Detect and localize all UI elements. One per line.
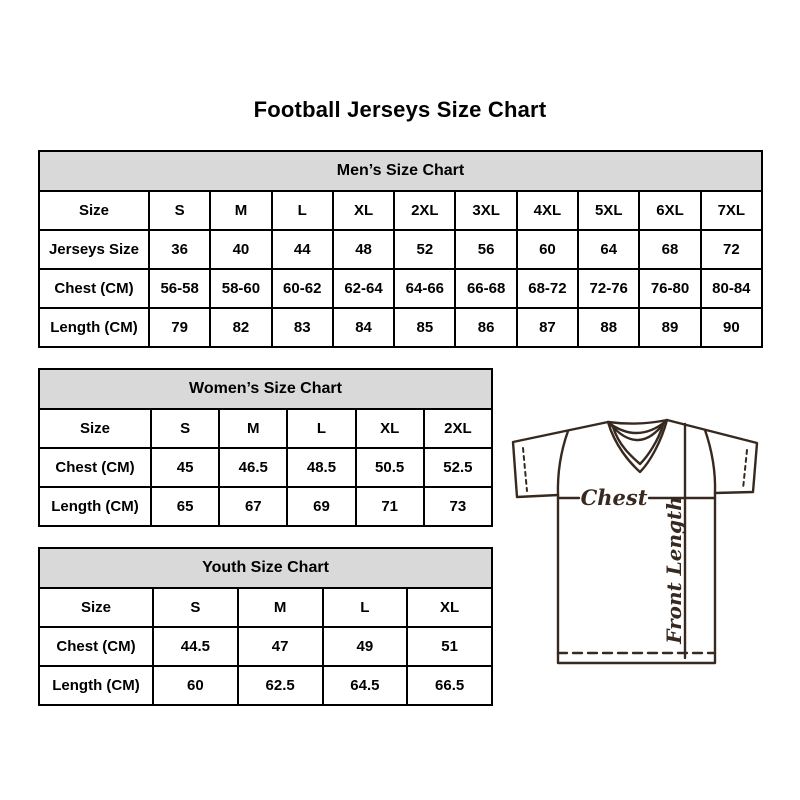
table-row: [39, 487, 492, 526]
size-cell: M: [219, 409, 287, 448]
size-cell: 56-58: [149, 269, 210, 308]
row-label: Size: [39, 409, 151, 448]
size-cell: 60: [517, 230, 578, 269]
youth-size-table: [38, 547, 493, 706]
size-cell: 65: [151, 487, 219, 526]
mens-size-chart-section: [38, 150, 763, 348]
size-cell: 5XL: [578, 191, 639, 230]
right-cuff-dashed-line: [743, 450, 747, 489]
page-title: Football Jerseys Size Chart: [253, 97, 547, 122]
size-cell: 64.5: [323, 666, 408, 705]
table-row: [39, 409, 492, 448]
size-cell: 52: [394, 230, 455, 269]
jersey-left-arm-seam: [558, 431, 568, 495]
front-length-measure-label: Front Length: [662, 496, 686, 644]
jersey-collar-top-edge: [608, 420, 667, 424]
table-row: [39, 588, 492, 627]
size-cell: 4XL: [517, 191, 578, 230]
table-row: [39, 269, 762, 308]
size-cell: 51: [407, 627, 492, 666]
size-cell: 52.5: [424, 448, 492, 487]
table-header-row: [39, 548, 492, 588]
size-cell: L: [323, 588, 408, 627]
youth-chart-title: Youth Size Chart: [39, 548, 492, 588]
size-cell: XL: [333, 191, 394, 230]
size-cell: 40: [210, 230, 271, 269]
size-cell: 76-80: [639, 269, 700, 308]
size-cell: 80-84: [701, 269, 762, 308]
size-cell: 45: [151, 448, 219, 487]
size-cell: 68: [639, 230, 700, 269]
jersey-right-arm-seam: [705, 430, 715, 493]
size-cell: 60-62: [272, 269, 333, 308]
size-cell: 73: [424, 487, 492, 526]
size-cell: 6XL: [639, 191, 700, 230]
size-cell: 64-66: [394, 269, 455, 308]
size-cell: 48: [333, 230, 394, 269]
womens-size-table: [38, 368, 493, 527]
size-cell: 2XL: [424, 409, 492, 448]
size-cell: 47: [238, 627, 323, 666]
size-cell: S: [153, 588, 238, 627]
womens-chart-title: Women’s Size Chart: [39, 369, 492, 409]
size-cell: 82: [210, 308, 271, 347]
row-label: Chest (CM): [39, 627, 153, 666]
jersey-back-collar-line-2: [611, 423, 664, 440]
mens-size-table: [38, 150, 763, 348]
size-cell: 48.5: [287, 448, 355, 487]
size-cell: 79: [149, 308, 210, 347]
youth-size-chart-section: [38, 547, 493, 706]
size-cell: XL: [356, 409, 424, 448]
size-cell: 72-76: [578, 269, 639, 308]
jersey-measurement-diagram: [500, 400, 780, 680]
size-cell: 58-60: [210, 269, 271, 308]
size-cell: 2XL: [394, 191, 455, 230]
size-cell: 69: [287, 487, 355, 526]
table-row: [39, 448, 492, 487]
size-cell: 71: [356, 487, 424, 526]
size-cell: 3XL: [455, 191, 516, 230]
row-label: Chest (CM): [39, 448, 151, 487]
mens-chart-title: Men’s Size Chart: [39, 151, 762, 191]
size-cell: 87: [517, 308, 578, 347]
size-cell: XL: [407, 588, 492, 627]
size-cell: S: [151, 409, 219, 448]
table-header-row: [39, 151, 762, 191]
row-label: Length (CM): [39, 666, 153, 705]
row-label: Length (CM): [39, 308, 149, 347]
size-cell: 60: [153, 666, 238, 705]
size-cell: M: [210, 191, 271, 230]
size-cell: 84: [333, 308, 394, 347]
size-cell: 86: [455, 308, 516, 347]
table-row: [39, 666, 492, 705]
size-cell: 64: [578, 230, 639, 269]
row-label: Size: [39, 191, 149, 230]
size-cell: L: [272, 191, 333, 230]
size-cell: 62-64: [333, 269, 394, 308]
jersey-outline-illustration: [500, 400, 780, 680]
size-cell: 72: [701, 230, 762, 269]
size-cell: 49: [323, 627, 408, 666]
size-cell: 62.5: [238, 666, 323, 705]
table-row: [39, 627, 492, 666]
size-cell: 46.5: [219, 448, 287, 487]
row-label: Length (CM): [39, 487, 151, 526]
size-cell: 66-68: [455, 269, 516, 308]
row-label: Chest (CM): [39, 269, 149, 308]
size-cell: 85: [394, 308, 455, 347]
row-label: Size: [39, 588, 153, 627]
chest-measure-label: Chest: [580, 485, 648, 510]
size-cell: 44.5: [153, 627, 238, 666]
womens-size-chart-section: [38, 368, 493, 527]
table-row: [39, 230, 762, 269]
left-cuff-dashed-line: [523, 448, 527, 491]
size-cell: 89: [639, 308, 700, 347]
size-cell: 66.5: [407, 666, 492, 705]
size-cell: 83: [272, 308, 333, 347]
size-cell: 44: [272, 230, 333, 269]
size-cell: 88: [578, 308, 639, 347]
size-cell: 36: [149, 230, 210, 269]
jersey-body: [558, 493, 715, 663]
size-cell: 68-72: [517, 269, 578, 308]
size-cell: 56: [455, 230, 516, 269]
size-cell: 67: [219, 487, 287, 526]
table-row: [39, 191, 762, 230]
size-cell: 7XL: [701, 191, 762, 230]
size-cell: L: [287, 409, 355, 448]
size-cell: 50.5: [356, 448, 424, 487]
row-label: Jerseys Size: [39, 230, 149, 269]
size-cell: S: [149, 191, 210, 230]
size-cell: M: [238, 588, 323, 627]
size-cell: 90: [701, 308, 762, 347]
table-header-row: [39, 369, 492, 409]
table-row: [39, 308, 762, 347]
